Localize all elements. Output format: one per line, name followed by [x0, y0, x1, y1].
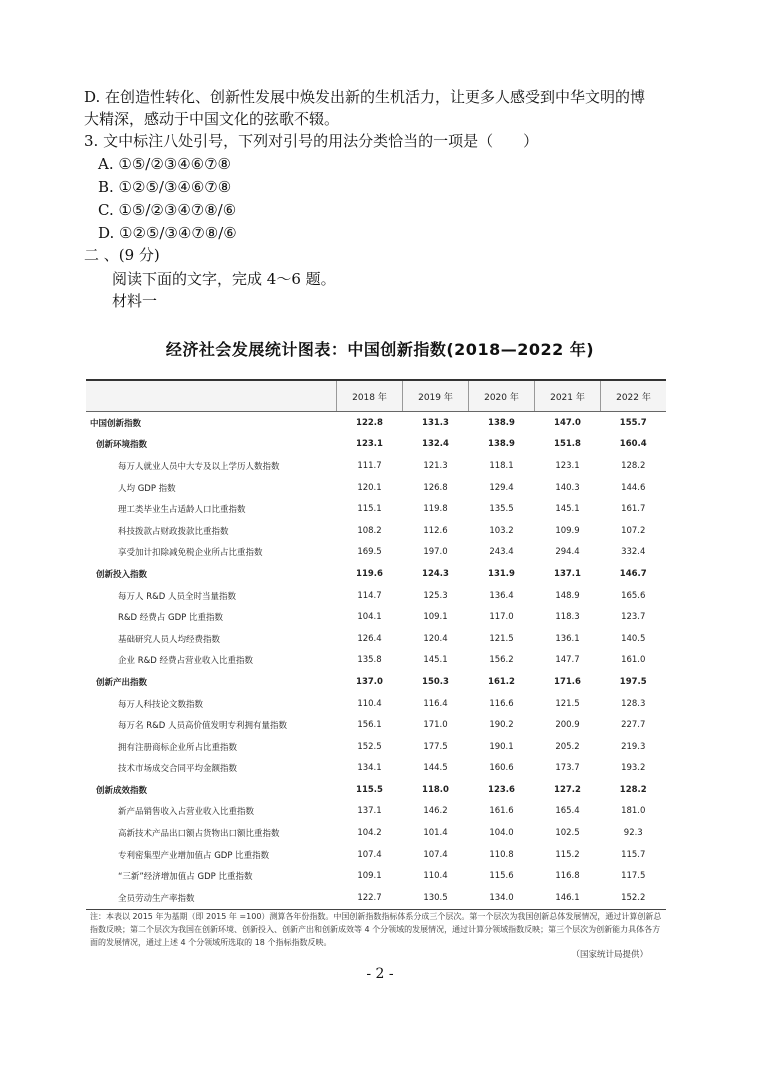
row-value: 160.4: [619, 439, 647, 450]
row-label: 企业 R&D 经费占营业收入比重指数: [118, 656, 253, 667]
row-label: 技术市场成交合同平均金额指数: [118, 764, 238, 775]
row-value: 161.0: [621, 655, 646, 666]
row-value: 128.2: [619, 784, 647, 795]
row-value: 104.0: [489, 828, 514, 839]
option-d-line2: 大精深，感动于中国文化的弦歌不辍。: [84, 110, 340, 128]
row-label: R&D 经费占 GDP 比重指数: [118, 613, 223, 624]
question-3: 3. 文中标注八处引号，下列对引号的用法分类恰当的一项是（ ）: [84, 132, 539, 150]
row-value: 116.8: [555, 871, 580, 882]
row-value: 140.5: [621, 633, 646, 644]
row-value: 190.2: [489, 720, 514, 731]
table-row: [86, 758, 666, 780]
column-header: 2021 年: [535, 380, 601, 412]
row-value: 137.0: [356, 676, 383, 687]
row-value: 134.1: [357, 763, 382, 774]
row-value: 197.0: [423, 547, 448, 558]
row-value: 138.9: [488, 439, 515, 450]
table-row: [86, 693, 666, 715]
row-value: 140.3: [555, 482, 580, 493]
table-row: [86, 714, 666, 736]
table-source: （国家统计局提供）: [571, 950, 648, 960]
row-label: 创新环境指数: [96, 440, 148, 451]
row-value: 171.0: [423, 720, 448, 731]
row-value: 161.7: [621, 504, 646, 515]
row-value: 165.6: [621, 590, 646, 601]
row-label: 创新产出指数: [96, 677, 148, 688]
table-row: [86, 563, 666, 585]
column-header: 2018 年: [337, 380, 403, 412]
row-value: 123.1: [555, 460, 580, 471]
row-value: 107.2: [621, 525, 646, 536]
q3-option-a: A. ①⑤/②③④⑥⑦⑧: [98, 155, 232, 173]
table-row: [86, 606, 666, 628]
row-value: 122.8: [356, 417, 383, 428]
row-value: 124.3: [422, 568, 449, 579]
row-value: 118.1: [489, 460, 514, 471]
row-value: 120.4: [423, 633, 448, 644]
table-row: [86, 801, 666, 823]
table-row: [86, 628, 666, 650]
row-label: 享受加计扣除减免税企业所占比重指数: [118, 548, 263, 559]
row-value: 130.5: [403, 887, 469, 909]
table-row: [86, 779, 666, 801]
row-value: 152.5: [357, 741, 382, 752]
table-title: 经济社会发展统计图表：中国创新指数(2018—2022 年): [165, 340, 595, 359]
row-value: 116.4: [423, 698, 448, 709]
row-value: 193.2: [621, 763, 646, 774]
q3-option-b: B. ①②⑤/③④⑥⑦⑧: [98, 178, 232, 196]
row-value: 161.2: [488, 676, 515, 687]
row-value: 169.5: [357, 547, 382, 558]
row-value: 146.1: [535, 887, 601, 909]
row-value: 103.2: [489, 525, 514, 536]
row-value: 227.7: [621, 720, 646, 731]
row-value: 129.4: [489, 482, 514, 493]
row-value: 111.7: [357, 460, 382, 471]
column-header: 2019 年: [403, 380, 469, 412]
row-value: 128.2: [621, 460, 646, 471]
table-header-row: [86, 380, 666, 412]
row-value: 116.6: [489, 698, 514, 709]
row-label: 每万人就业人员中大专及以上学历人数指数: [118, 461, 280, 472]
row-value: 135.5: [489, 504, 514, 515]
table-row: [86, 887, 666, 909]
table-row: [86, 671, 666, 693]
page-number: - 2 -: [366, 966, 394, 982]
table-row: [86, 434, 666, 456]
row-value: 109.1: [357, 871, 382, 882]
row-value: 109.1: [423, 612, 448, 623]
table-row: [86, 822, 666, 844]
row-value: 161.6: [489, 806, 514, 817]
row-value: 110.4: [357, 698, 382, 709]
row-label: 拥有注册商标企业所占比重指数: [118, 742, 238, 753]
table-note: 注：本表以 2015 年为基期（即 2015 年 =100）测算各年份指数。中国创新指数指标体系分成三个层次。第一个层次为我国创新总体发展情况，通过计算创新总指数反映；第二个层次为我国在创新环境、创新投入、创新产出和创新成效等 4 个分领域的发展情况，通过计算分领域指数反映；第三个层次为创新能力具体各方面的发展情况，通过上述 4 个分领域所选取的 18 个指标指数反映。: [90, 912, 662, 947]
option-d-line1: D. 在创造性转化、创新性发展中焕发出新的生机活力，让更多人感受到中华文明的博: [84, 88, 646, 106]
row-label: 每万人科技论文数指数: [118, 699, 204, 710]
table-body: [86, 412, 666, 910]
row-value: 177.5: [423, 741, 448, 752]
row-value: 127.2: [554, 784, 581, 795]
row-value: 145.1: [555, 504, 580, 515]
row-label: 每万人 R&D 人员全时当量指数: [118, 591, 236, 602]
row-value: 110.4: [423, 871, 448, 882]
row-label: 全员劳动生产率指数: [86, 887, 337, 909]
row-value: 173.7: [555, 763, 580, 774]
row-value: 125.3: [423, 590, 448, 601]
row-value: 294.4: [555, 547, 580, 558]
row-value: 332.4: [621, 547, 646, 558]
row-value: 104.1: [357, 612, 382, 623]
row-value: 119.8: [423, 504, 448, 515]
row-label: 每万名 R&D 人员高价值发明专利拥有量指数: [118, 721, 287, 732]
row-value: 122.7: [337, 887, 403, 909]
row-value: 126.8: [423, 482, 448, 493]
row-value: 155.7: [619, 417, 647, 428]
row-value: 165.4: [555, 806, 580, 817]
row-value: 115.6: [489, 871, 514, 882]
row-value: 112.6: [423, 525, 448, 536]
section-2-heading: 二 、(9 分): [84, 246, 160, 264]
row-value: 148.9: [555, 590, 580, 601]
row-value: 151.8: [554, 439, 581, 450]
row-value: 145.1: [423, 655, 448, 666]
row-value: 138.9: [488, 417, 515, 428]
reading-instruction: 阅读下面的文字，完成 4～6 题。: [112, 270, 336, 288]
row-label: 科技拨款占财政拨款比重指数: [118, 526, 229, 537]
row-value: 146.7: [619, 568, 647, 579]
row-value: 115.7: [621, 849, 646, 860]
row-value: 137.1: [357, 806, 382, 817]
table-row: [86, 520, 666, 542]
q3-option-c: C. ①⑤/②③④⑦⑧/⑥: [98, 201, 237, 219]
row-value: 160.6: [489, 763, 514, 774]
row-label: 基础研究人员人均经费指数: [118, 634, 221, 645]
row-value: 156.2: [489, 655, 514, 666]
row-value: 115.1: [357, 504, 382, 515]
table-row: [86, 477, 666, 499]
row-label: 高新技术产品出口额占货物出口额比重指数: [118, 829, 280, 840]
row-value: 118.0: [422, 784, 449, 795]
row-value: 200.9: [555, 720, 580, 731]
row-value: 118.3: [555, 612, 580, 623]
column-header: 2020 年: [469, 380, 535, 412]
row-value: 117.5: [621, 871, 646, 882]
table-row: [86, 498, 666, 520]
row-value: 128.3: [621, 698, 646, 709]
row-value: 126.4: [357, 633, 382, 644]
row-value: 110.8: [489, 849, 514, 860]
header-blank: [86, 380, 337, 412]
row-value: 171.6: [554, 676, 581, 687]
row-label: 新产品销售收入占营业收入比重指数: [118, 807, 255, 818]
row-value: 134.0: [469, 887, 535, 909]
row-value: 137.1: [554, 568, 581, 579]
row-value: 92.3: [623, 828, 643, 839]
row-value: 107.4: [357, 849, 382, 860]
row-value: 243.4: [489, 547, 514, 558]
row-label: 创新成效指数: [96, 785, 148, 796]
row-value: 205.2: [555, 741, 580, 752]
row-value: 131.9: [488, 568, 515, 579]
row-value: 135.8: [357, 655, 382, 666]
row-value: 104.2: [357, 828, 382, 839]
row-value: 101.4: [423, 828, 448, 839]
q3-option-d: D. ①②⑤/③④⑦⑧/⑥: [98, 224, 237, 242]
row-value: 181.0: [621, 806, 646, 817]
row-value: 152.2: [601, 887, 667, 909]
row-label: 人均 GDP 指数: [118, 483, 176, 494]
row-value: 219.3: [621, 741, 646, 752]
row-value: 115.2: [555, 849, 580, 860]
row-value: 123.7: [621, 612, 646, 623]
row-value: 146.2: [423, 806, 448, 817]
row-value: 115.5: [356, 784, 383, 795]
row-value: 109.9: [555, 525, 580, 536]
table-row: [86, 736, 666, 758]
table-row: [86, 844, 666, 866]
row-label: “三新”经济增加值占 GDP 比重指数: [118, 872, 253, 883]
row-value: 190.1: [489, 741, 514, 752]
column-header: 2022 年: [601, 380, 667, 412]
row-value: 132.4: [422, 439, 449, 450]
row-value: 150.3: [422, 676, 449, 687]
row-value: 156.1: [357, 720, 382, 731]
row-value: 136.4: [489, 590, 514, 601]
row-value: 147.7: [555, 655, 580, 666]
table-row: [86, 650, 666, 672]
material-1-label: 材料一: [112, 292, 158, 310]
row-value: 121.5: [489, 633, 514, 644]
row-value: 144.5: [423, 763, 448, 774]
row-value: 119.6: [356, 568, 383, 579]
row-label: 专利密集型产业增加值占 GDP 比重指数: [118, 850, 270, 861]
row-value: 121.3: [423, 460, 448, 471]
row-value: 120.1: [357, 482, 382, 493]
table-row: [86, 412, 666, 434]
row-value: 121.5: [555, 698, 580, 709]
innovation-index-table: [86, 379, 666, 910]
row-value: 123.6: [488, 784, 515, 795]
row-value: 107.4: [423, 849, 448, 860]
row-label: 创新投入指数: [96, 569, 148, 580]
row-value: 108.2: [357, 525, 382, 536]
row-value: 102.5: [555, 828, 580, 839]
row-value: 114.7: [357, 590, 382, 601]
row-value: 147.0: [554, 417, 581, 428]
row-value: 131.3: [422, 417, 449, 428]
row-label: 中国创新指数: [90, 418, 142, 429]
table-row: [86, 585, 666, 607]
row-label: 理工类毕业生占适龄人口比重指数: [118, 505, 246, 516]
row-value: 136.1: [555, 633, 580, 644]
row-value: 117.0: [489, 612, 514, 623]
row-value: 123.1: [356, 439, 383, 450]
table-row: [86, 542, 666, 564]
table-row: [86, 455, 666, 477]
row-value: 144.6: [621, 482, 646, 493]
table-row: [86, 865, 666, 887]
row-value: 197.5: [619, 676, 647, 687]
